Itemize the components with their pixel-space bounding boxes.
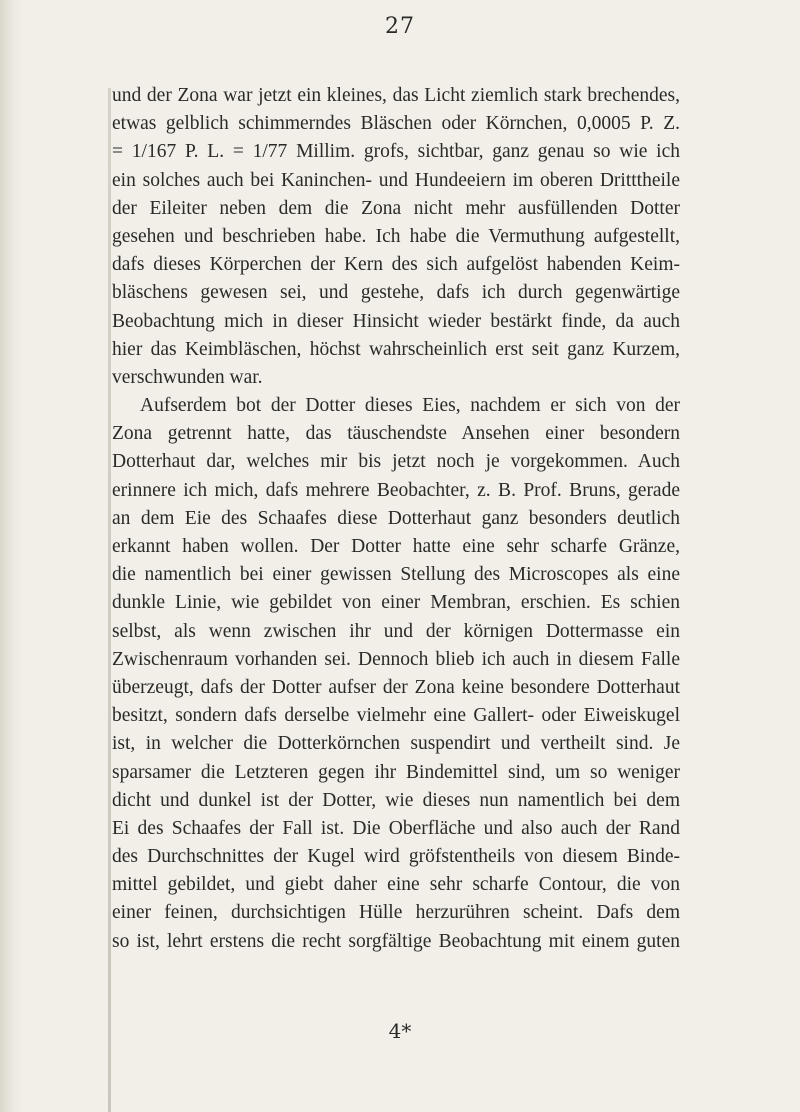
binding-margin-line <box>108 88 111 1112</box>
text-line: Zwischenraum vorhanden sei. Dennoch blieb ich auch in diesem Falle <box>112 648 680 670</box>
text-line: dicht und dunkel ist der Dotter, wie dieses nun namentlich bei dem <box>112 789 680 811</box>
text-line: die namentlich bei einer gewissen Stellung des Microscopes als eine <box>112 564 680 586</box>
text-line: und der Zona war jetzt ein kleines, das Licht ziemlich stark brechendes, <box>112 85 680 106</box>
text-line: so ist, lehrt erstens die recht sorgfältige Beobachtung mit einem guten <box>112 930 680 952</box>
text-line: dunkle Linie, wie gebildet von einer Membran, erschien. Es schien <box>112 592 680 614</box>
text-line: einer feinen, durchsichtigen Hülle herzurühren scheint. Dafs dem <box>112 902 680 924</box>
text-line: bläschens gewesen sei, und gestehe, dafs ich durch gegenwärtige <box>112 282 680 304</box>
text-line: selbst, als wenn zwischen ihr und der körnigen Dottermasse ein <box>112 620 680 642</box>
text-line: Beobachtung mich in dieser Hinsicht wieder bestärkt finde, da auch <box>112 310 680 332</box>
text-line: etwas gelblich schimmerndes Bläschen oder Körnchen, 0,0005 P. Z. <box>112 113 680 135</box>
text-line: überzeugt, dafs der Dotter aufser der Zona keine besondere Dotterhaut <box>112 676 680 698</box>
text-line: hier das Keimbläschen, höchst wahrscheinlich erst seit ganz Kurzem, <box>112 338 680 360</box>
text-line: ein solches auch bei Kaninchen- und Hundeeiern im oberen Dritttheile <box>112 169 680 191</box>
text-line: ist, in welcher die Dotterkörnchen suspendirt und vertheilt sind. Je <box>112 733 680 755</box>
text-line: besitzt, sondern dafs derselbe vielmehr eine Gallert- oder Eiweiskugel <box>112 705 680 727</box>
page-number: 27 <box>385 14 415 39</box>
text-line: verschwunden war. <box>112 366 263 388</box>
text-line: sparsamer die Letzteren gegen ihr Bindemittel sind, um so weniger <box>112 761 680 783</box>
text-line: gesehen und beschrieben habe. Ich habe die Vermuthung aufgestellt, <box>112 225 680 247</box>
text-line: Zona getrennt hatte, das täuschendste Ansehen einer besondern <box>112 423 680 445</box>
text-line: = 1/167 P. L. = 1/77 Millim. grofs, sichtbar, ganz genau so wie ich <box>112 141 680 163</box>
text-line: an dem Eie des Schaafes diese Dotterhaut ganz besonders deutlich <box>112 507 680 529</box>
text-line: erkannt haben wollen. Der Dotter hatte eine sehr scharfe Gränze, <box>112 536 680 557</box>
text-line: mittel gebildet, und giebt daher eine sehr scharfe Contour, die von <box>112 874 680 896</box>
text-line: dafs dieses Körperchen der Kern des sich aufgelöst habenden Keim- <box>112 254 680 276</box>
text-line: erinnere ich mich, dafs mehrere Beobachter, z. B. Prof. Bruns, gerade <box>112 479 680 501</box>
body-text <box>112 82 680 956</box>
text-line: Ei des Schaafes der Fall ist. Die Oberfläche und also auch der Rand <box>112 817 680 839</box>
text-line: Dotterhaut dar, welches mir bis jetzt noch je vorgekommen. Auch <box>112 451 680 473</box>
text-line: der Eileiter neben dem die Zona nicht mehr ausfüllenden Dotter <box>112 197 680 219</box>
text-line: des Durchschnittes der Kugel wird gröfstentheils von diesem Binde- <box>112 846 680 868</box>
scan-edge <box>0 0 22 1112</box>
signature-mark: 4* <box>388 1019 412 1043</box>
text-line: Aufserdem bot der Dotter dieses Eies, nachdem er sich von der <box>140 395 680 417</box>
